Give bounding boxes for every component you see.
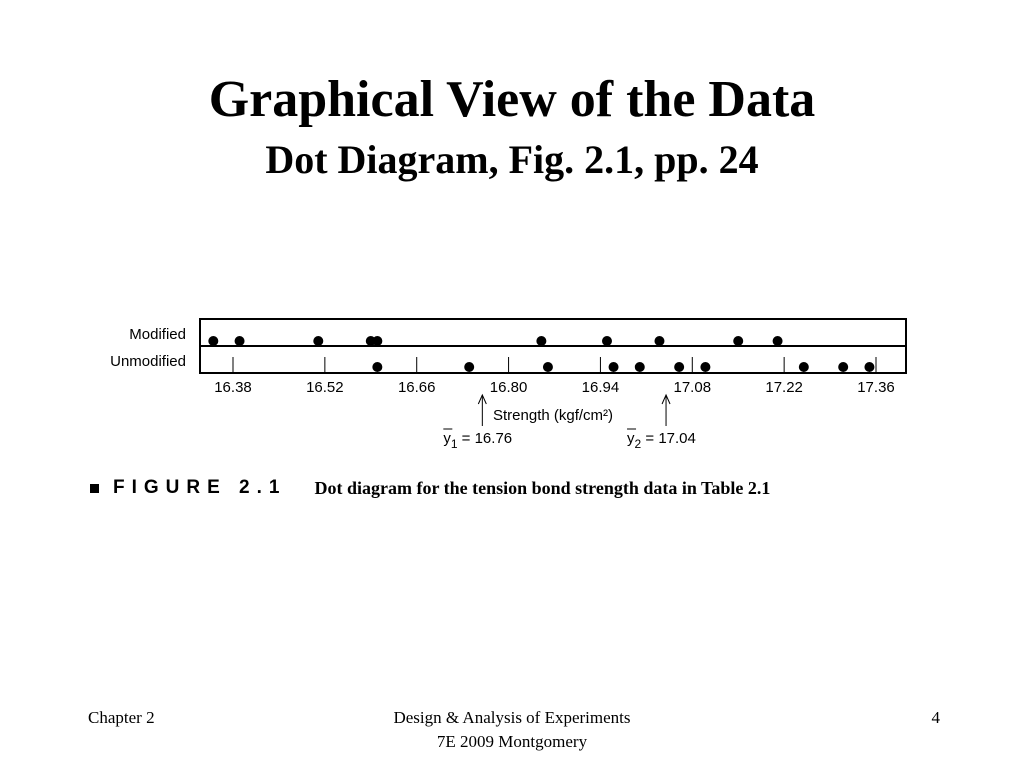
dot-unmodified — [838, 362, 848, 372]
row-label-unmodified: Unmodified — [110, 353, 186, 370]
x-axis-label-text: Strength (kgf/cm²) — [493, 407, 614, 424]
x-tick-label: 17.36 — [857, 379, 895, 396]
mean-symbol: y — [443, 430, 451, 447]
x-tick-label: 16.66 — [397, 379, 436, 396]
mean-value: = 16.76 — [457, 430, 513, 447]
dot-unmodified — [799, 362, 809, 372]
figure-caption — [90, 476, 770, 500]
slide-subtitle: Dot Diagram, Fig. 2.1, pp. 24 — [265, 137, 759, 182]
footer-course — [262, 706, 762, 754]
footer-page-number: 4 — [931, 708, 940, 727]
dot-modified — [773, 336, 783, 346]
dots-group — [208, 336, 874, 372]
caption-text: Dot diagram for the tension bond strength data in Table 2.1 — [314, 477, 771, 498]
dot-modified — [602, 336, 612, 346]
dot-unmodified — [464, 362, 474, 372]
slide-title: Graphical View of the Data — [208, 71, 816, 128]
x-tick-label: 17.22 — [765, 379, 803, 396]
dot-modified — [208, 336, 218, 346]
row-label-modified: Modified — [129, 326, 186, 343]
caption-bullet-square — [90, 484, 99, 493]
dot-unmodified — [635, 362, 645, 372]
dot-modified — [654, 336, 664, 346]
dot-unmodified — [864, 362, 874, 372]
dot-modified — [372, 336, 382, 346]
dot-modified — [235, 336, 245, 346]
footer-course-line1: Design & Analysis of Experiments — [393, 708, 631, 727]
dot-unmodified — [609, 362, 619, 372]
mean-subscript: 2 — [634, 437, 642, 451]
x-tick-label: 17.08 — [673, 379, 712, 396]
x-tick-label: 16.38 — [214, 379, 252, 396]
footer-course-line2: 7E 2009 Montgomery — [436, 732, 588, 751]
mean-subscript: 1 — [450, 437, 458, 451]
mean-label — [627, 430, 696, 451]
dot-unmodified — [700, 362, 710, 372]
mean-symbol: y — [627, 430, 635, 447]
x-tick-label: 16.52 — [306, 379, 344, 396]
dot-unmodified — [543, 362, 553, 372]
caption-figure-label: FIGURE 2.1 — [113, 477, 287, 498]
mean-label — [443, 430, 512, 451]
dot-modified — [313, 336, 323, 346]
x-tick-label: 16.80 — [489, 379, 528, 396]
x-axis-label — [493, 407, 613, 424]
dot-unmodified — [674, 362, 684, 372]
dot-modified — [733, 336, 743, 346]
x-ticks-group — [214, 357, 895, 396]
dot-modified — [536, 336, 546, 346]
dot-diagram-chart — [0, 300, 1024, 470]
x-tick-label: 16.94 — [581, 379, 620, 396]
footer-chapter: Chapter 2 — [88, 708, 155, 727]
mean-value: = 17.04 — [641, 430, 696, 447]
dot-unmodified — [372, 362, 382, 372]
